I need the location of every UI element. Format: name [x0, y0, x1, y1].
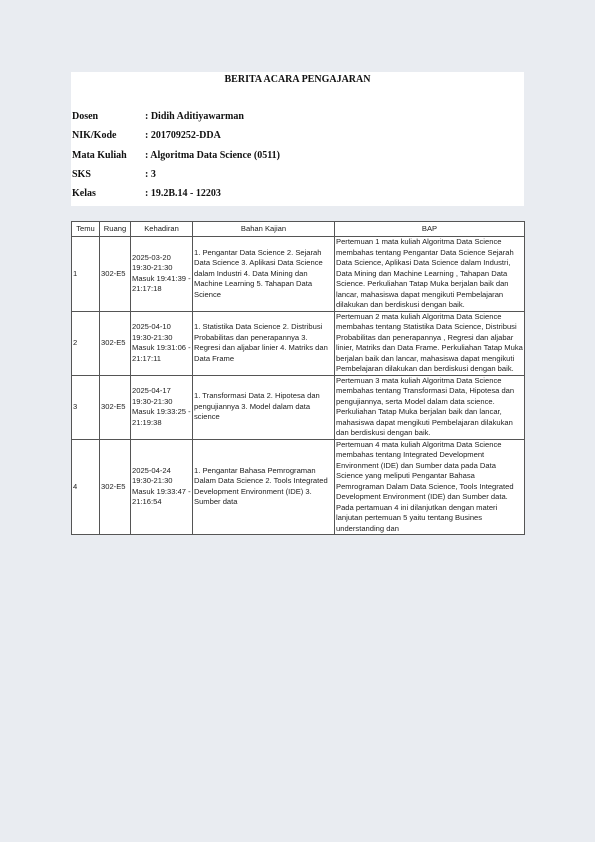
attendance-table-wrapper	[71, 221, 524, 535]
cell-ruang: 302-E5	[100, 237, 131, 312]
cell-kehadiran: 2025-04-24 19:30-21:30 Masuk 19:33:47 - 21:16:54	[131, 439, 193, 535]
cell-temu: 2	[72, 311, 100, 375]
cell-ruang: 302-E5	[100, 311, 131, 375]
info-row-mata-kuliah	[72, 149, 280, 163]
cell-ruang: 302-E5	[100, 439, 131, 535]
cell-bap: Pertemuan 1 mata kuliah Algoritma Data Science membahas tentang Pengantar Data Science Sejarah Data Science, Aplikasi Data Science dalam Industri, Data Mining dan Machine Learning , Tahapan Data Science. Perkuliahan Tatap Muka berjalan baik dan lancar, mahasiswa dapat mengikuti Pembelajaran dilakukan dan berdiskusi dengan baik.	[335, 237, 525, 312]
document-header	[71, 72, 524, 206]
info-value: : Didih Aditiyawarman	[145, 111, 244, 122]
document-title: BERITA ACARA PENGAJARAN	[224, 74, 371, 85]
info-value: : 201709252-DDA	[145, 130, 221, 141]
cell-temu: 4	[72, 439, 100, 535]
cell-kehadiran: 2025-04-10 19:30-21:30 Masuk 19:31:06 - 21:17:11	[131, 311, 193, 375]
info-label: SKS	[72, 169, 91, 180]
info-row-kelas	[72, 187, 221, 201]
cell-bahan-kajian: 1. Pengantar Data Science 2. Sejarah Data Science 3. Aplikasi Data Science dalam Industri 4. Data Mining dan Machine Learning 5. Tahapan Data Science	[193, 237, 335, 312]
info-row-sks	[72, 168, 156, 182]
cell-bap: Pertemuan 2 mata kuliah Algoritma Data Science membahas tentang Statistika Data Science, Distribusi Probabilitas dan penerapannya , Regresi dan aljabar linier, Matriks dan Data Frame. Perkuliahan Tatap Muka berjalan baik dan lancar, mahasiswa dapat mengikuti Pembelajaran dilakukan dan berdiskusi dengan baik.	[336, 311, 523, 373]
cell-bap: Pertemuan 3 mata kuliah Algoritma Data Science membahas tentang Transformasi Data, Hipotesa dan pengujiannya, serta Model dalam data science. Perkuliahan Tatap Muka berjalan baik dan lancar, mahasiswa dapat mengikuti Pembelajaran dilakukan dan berdiskusi dengan baik.	[335, 375, 525, 439]
cell-bahan-kajian: 1. Pengantar Bahasa Pemrograman Dalam Data Science 2. Tools Integrated Development Environment (IDE) 3. Sumber data	[193, 439, 335, 535]
cell-kehadiran: 2025-03-20 19:30-21:30 Masuk 19:41:39 - 21:17:18	[131, 237, 193, 312]
table-row	[72, 237, 525, 312]
table-row	[72, 311, 525, 375]
cell-temu: 3	[72, 375, 100, 439]
info-label: NIK/Kode	[72, 130, 117, 141]
info-label: Dosen	[72, 111, 99, 122]
table-row	[72, 375, 525, 439]
info-value: : 19.2B.14 - 12203	[145, 188, 221, 199]
table-row	[72, 439, 525, 535]
info-row-dosen	[72, 110, 244, 124]
header-kehadiran: Kehadiran	[131, 222, 193, 237]
cell-bap: Pertemuan 4 mata kuliah Algoritma Data Science membahas tentang Integrated Development Environment (IDE) dan Sumber data pada Data Science yang meliputi Pengantar Bahasa Pemrograman Dalam Data Science, Tools Integrated Development Environment (IDE) dan Sumber data. Pada pertamuan 4 ini dilanjutkan dengan materi lanjutan pertemuan 5 yaitu tentang Busines understanding dan	[335, 439, 525, 535]
attendance-table	[71, 221, 525, 535]
cell-temu: 1	[72, 237, 100, 312]
info-value: : 3	[145, 169, 156, 180]
info-row-nik	[72, 129, 221, 143]
cell-ruang: 302-E5	[100, 375, 131, 439]
header-temu: Temu	[72, 222, 100, 237]
table-header-row	[72, 222, 525, 237]
info-label: Kelas	[72, 188, 96, 199]
info-value: : Algoritma Data Science (0511)	[145, 150, 280, 161]
header-ruang: Ruang	[100, 222, 131, 237]
cell-bahan-kajian: 1. Transformasi Data 2. Hipotesa dan pengujiannya 3. Model dalam data science	[193, 375, 335, 439]
cell-bahan-kajian: 1. Statistika Data Science 2. Distribusi Probabilitas dan penerapannya 3. Regresi dan aljabar linier 4. Matriks dan Data Frame	[193, 311, 335, 375]
info-label: Mata Kuliah	[72, 150, 127, 161]
cell-kehadiran: 2025-04-17 19:30-21:30 Masuk 19:33:25 - 21:19:38	[131, 375, 193, 439]
header-bap: BAP	[335, 222, 525, 237]
header-bahan-kajian: Bahan Kajian	[193, 222, 335, 237]
